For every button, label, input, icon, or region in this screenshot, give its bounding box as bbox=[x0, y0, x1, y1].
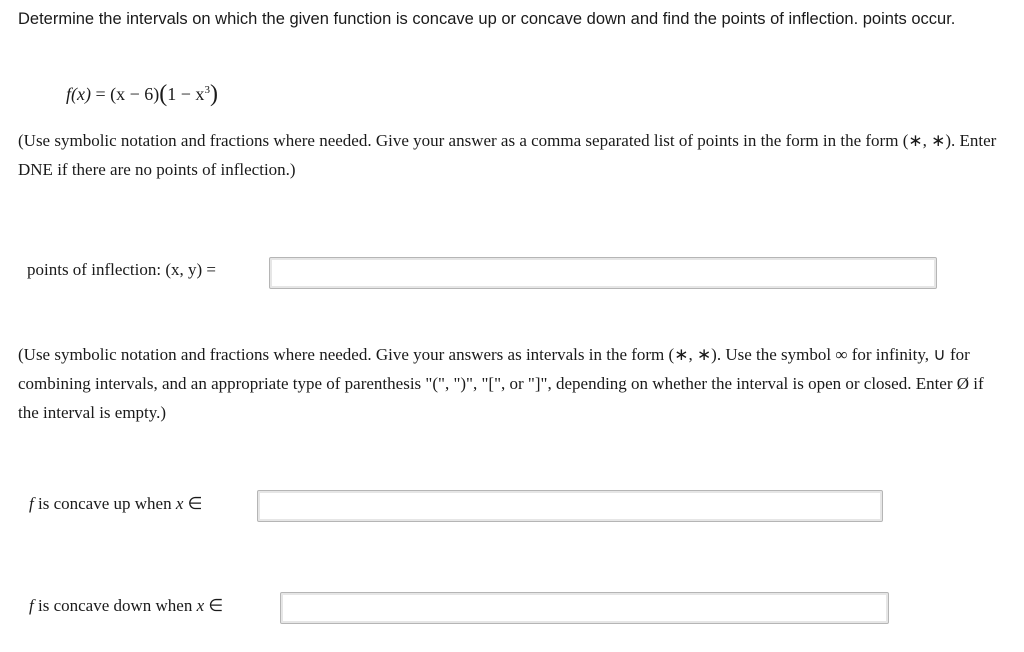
concave-down-label-in: ∈ bbox=[204, 596, 224, 615]
inflection-label: points of inflection: (x, y) = bbox=[27, 260, 217, 279]
formula-inner: 1 − x bbox=[167, 84, 205, 104]
concave-up-label-in: ∈ bbox=[183, 494, 203, 513]
formula-factor1: (x − 6) bbox=[110, 84, 160, 104]
formula-open-paren: ( bbox=[159, 81, 168, 107]
concave-down-label bbox=[29, 596, 223, 616]
concave-down-label-f: f bbox=[29, 596, 34, 615]
interval-instructions: (Use symbolic notation and fractions where needed. Give your answers as intervals in the form (∗, ∗). Use the symbol ∞ for infinity, ∪ for combining intervals, and an appropriate type of parenthesis "(", ")", "[", or "]", depending on whether the interval is open or closed. Enter Ø if the interval is empty.) bbox=[18, 345, 984, 422]
concave-down-label-x: x bbox=[196, 596, 205, 615]
concave-up-label-x: x bbox=[175, 494, 184, 513]
concave-up-input[interactable] bbox=[257, 490, 883, 522]
formula-equals: = bbox=[90, 84, 111, 104]
concave-up-label bbox=[29, 494, 202, 514]
concave-up-label-f: f bbox=[29, 494, 34, 513]
concave-up-label-text: is concave up when bbox=[33, 494, 176, 513]
question-prompt: Determine the intervals on which the given function is concave up or concave down and find the points of inflection. points occur. bbox=[18, 10, 956, 28]
inflection-input[interactable] bbox=[269, 257, 937, 289]
inflection-instructions: (Use symbolic notation and fractions where needed. Give your answer as a comma separated list of points in the form in the form (∗, ∗). Enter DNE if there are no points of inflection.) bbox=[18, 131, 997, 179]
concave-down-input[interactable] bbox=[280, 592, 889, 624]
formula-exponent: 3 bbox=[204, 84, 210, 96]
formula-close-paren: ) bbox=[209, 81, 218, 107]
formula-lhs: f(x) bbox=[66, 84, 91, 104]
function-formula bbox=[66, 80, 218, 107]
concave-down-label-text: is concave down when bbox=[33, 596, 197, 615]
